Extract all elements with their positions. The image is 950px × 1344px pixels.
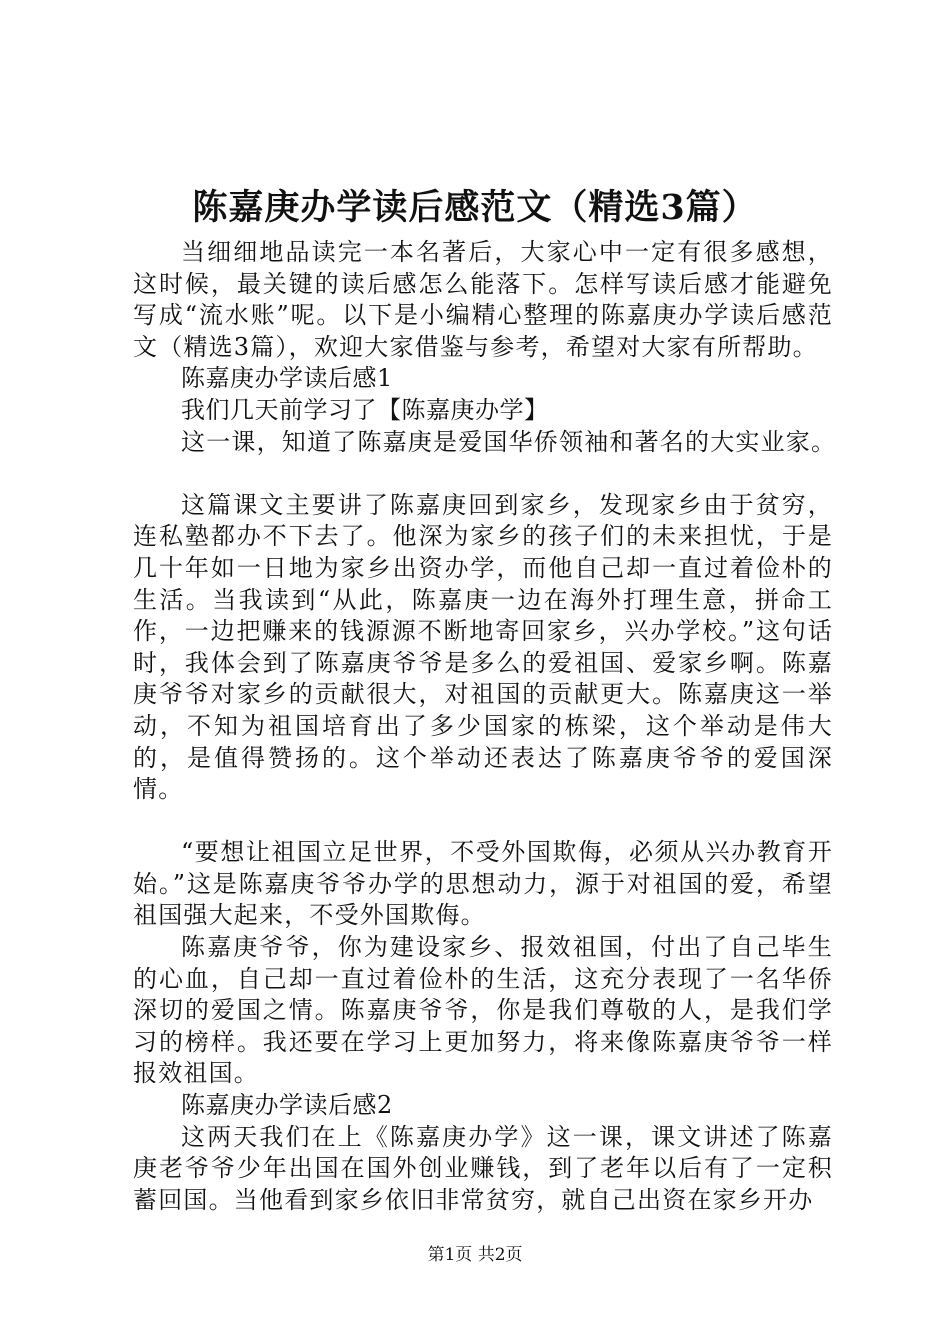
- section-heading-2: 陈嘉庚办学读后感2: [181, 1091, 393, 1120]
- paragraph: 陈嘉庚爷爷，你为建设家乡、报效祖国，付出了自己毕生的心血，自己却一直过着俭朴的生活，这充分表现了一名华侨深切的爱国之情。陈嘉庚爷爷，你是我们尊敬的人，是我们学习的榜样。我还要在学习上更加努力，将来像陈嘉庚爷爷一样报效祖国。: [133, 933, 833, 1088]
- paragraph: 我们几天前学习了【陈嘉庚办学】: [181, 395, 549, 424]
- document-title: 陈嘉庚办学读后感范文（精选3篇）: [192, 187, 758, 228]
- intro-paragraph: 当细细地品读完一本名著后，大家心中一定有很多感想，这时候，最关键的读后感怎么能落下。怎样写读后感才能避免写成“流水账”呢。以下是小编精心整理的陈嘉庚办学读后感范文（精选3篇），欢迎大家借鉴与参考，希望对大家有所帮助。: [133, 238, 833, 361]
- paragraph: 这篇课文主要讲了陈嘉庚回到家乡，发现家乡由于贫穷，连私塾都办不下去了。他深为家乡的孩子们的未来担忧，于是几十年如一日地为家乡出资办学，而他自己却一直过着俭朴的生活。当我读到“从此，陈嘉庚一边在海外打理生意，拼命工作，一边把赚来的钱源源不断地寄回家乡，兴办学校。”这句话时，我体会到了陈嘉庚爷爷是多么的爱祖国、爱家乡啊。陈嘉庚爷爷对家乡的贡献很大，对祖国的贡献更大。陈嘉庚这一举动，不知为祖国培育出了多少国家的栋梁，这个举动是伟大的，是值得赞扬的。这个举动还表达了陈嘉庚爷爷的爱国深情。: [133, 490, 833, 804]
- paragraph: “要想让祖国立足世界，不受外国欺侮，必须从兴办教育开始。”这是陈嘉庚爷爷办学的思想动力，源于对祖国的爱，希望祖国强大起来，不受外国欺侮。: [133, 838, 833, 930]
- paragraph: 这一课，知道了陈嘉庚是爱国华侨领袖和著名的大实业家。: [181, 427, 837, 456]
- document-body: [133, 237, 837, 1216]
- section-heading-1: 陈嘉庚办学读后感1: [181, 364, 393, 393]
- paragraph: 这两天我们在上《陈嘉庚办学》这一课，课文讲述了陈嘉庚老爷爷少年出国在国外创业赚钱，到了老年以后有了一定积蓄回国。当他看到家乡依旧非常贫穷，就自己出资在家乡开办: [133, 1122, 833, 1214]
- page-footer: 第1页 共2页: [427, 1245, 523, 1265]
